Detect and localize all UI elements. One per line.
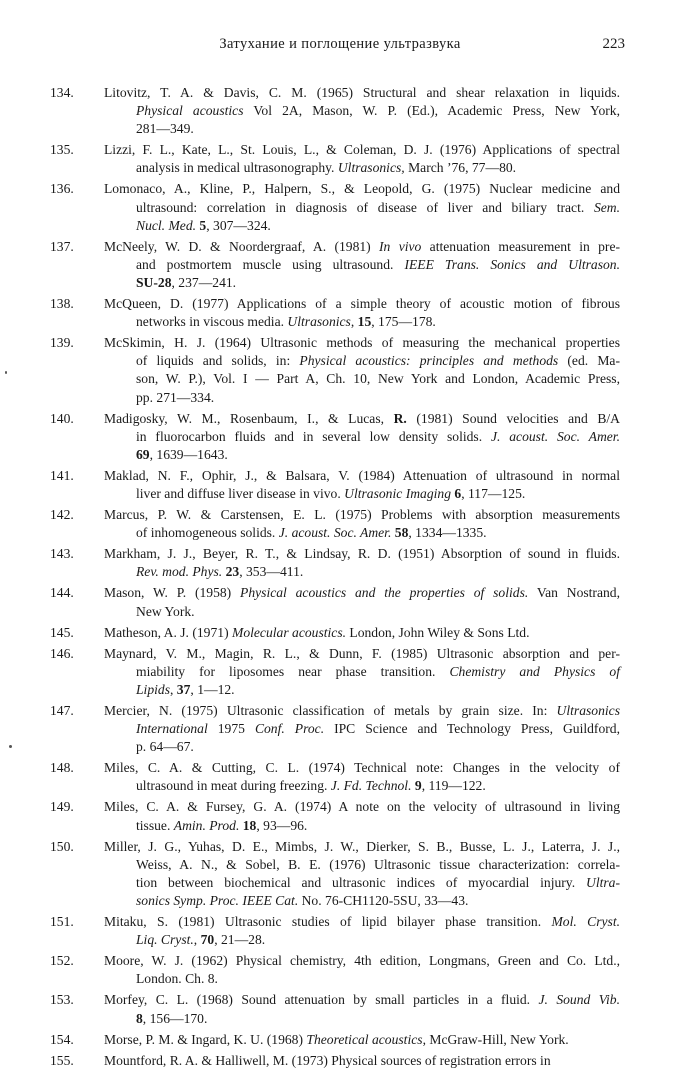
ref-italic: sonics Symp. Proc. IEEE Cat. [136, 892, 299, 908]
reference-first-line [104, 838, 620, 856]
reference-first-line [104, 1052, 620, 1070]
reference-entry [50, 991, 620, 1027]
reference-first-line [104, 180, 620, 198]
reference-first-line [104, 759, 620, 777]
reference-entry [50, 702, 620, 756]
reference-first-line [104, 141, 620, 159]
ref-text: tion between biochemical and ultrasonic indices of myocardial injury. [136, 874, 587, 890]
reference-first-line [104, 702, 620, 720]
ref-text: , [170, 681, 177, 697]
reference-continuation-line [104, 256, 620, 274]
reference-number: 147. [50, 703, 74, 718]
ref-text: of liquids and solids, in: [136, 353, 300, 369]
reference-continuation-line [104, 1010, 620, 1028]
ref-text: Morse, P. M. & Ingard, K. U. (1968) [104, 1031, 307, 1047]
reference-continuation-line [104, 817, 620, 835]
ref-italic: Ultra- [586, 874, 620, 890]
reference-entry [50, 467, 620, 503]
ref-text: Weiss, A. N., & Sobel, B. E. (1976) Ultrasonic tissue characterization: correla- [136, 856, 620, 872]
reference-continuation-line [104, 563, 620, 581]
reference-continuation-line [104, 428, 620, 446]
reference-continuation-line [104, 738, 620, 756]
ref-italic: Conf. Proc. [254, 721, 325, 737]
reference-entry [50, 295, 620, 331]
ref-bold: 37 [176, 681, 191, 697]
reference-number: 152. [50, 953, 74, 969]
page-header [0, 36, 693, 58]
ref-text: , 1334—1335. [408, 525, 487, 541]
reference-number: 142. [50, 507, 74, 523]
reference-entry [50, 506, 620, 542]
reference-number: 148. [50, 760, 74, 776]
ref-text: Mitaku, S. (1981) Ultrasonic studies of lipid bilayer phase transition. [104, 914, 552, 930]
margin-mark [9, 745, 12, 748]
ref-text: , McGraw-Hill, New York. [422, 1031, 569, 1047]
reference-entry [50, 759, 620, 795]
ref-text: , 119—122. [421, 778, 486, 794]
ref-bold: 5 [196, 217, 207, 233]
reference-number: 136. [50, 181, 74, 197]
ref-text: (ed. Ma- [558, 353, 620, 369]
reference-first-line [104, 545, 620, 563]
ref-bold: 9 [411, 778, 422, 794]
reference-continuation-line [104, 524, 620, 542]
ref-italic: IEEE Trans. Sonics and Ultrason. [404, 256, 620, 272]
ref-italic: Chemistry and Physics of [449, 663, 620, 679]
ref-bold: 6 [451, 485, 462, 501]
reference-number: 135. [50, 142, 74, 158]
ref-italic: Ultrasonics [556, 703, 620, 718]
reference-continuation-line [104, 389, 620, 407]
ref-bold: 15 [357, 314, 372, 330]
reference-number: 139. [50, 335, 74, 351]
ref-italic: Ultrasonic Imaging [344, 485, 451, 501]
reference-continuation-line [104, 370, 620, 388]
ref-bold: 23 [222, 564, 240, 580]
ref-text: ultrasound: correlation in diagnosis of disease of liver and biliary tract. [136, 199, 594, 215]
reference-first-line [104, 624, 620, 642]
ref-text: Maynard, V. M., Magin, R. L., & Dunn, F. (1985) Ultrasonic absorption and per- [104, 645, 620, 661]
reference-number: 138. [50, 296, 74, 312]
ref-text: No. 76-CH1120-5SU, 33—43. [298, 892, 469, 908]
ref-text: 281—349. [136, 121, 194, 137]
reference-first-line [104, 584, 620, 602]
reference-entry [50, 334, 620, 406]
reference-continuation-line [104, 199, 620, 217]
ref-text: , 237—241. [171, 274, 237, 290]
ref-text: Mercier, N. (1975) Ultrasonic classification of metals by grain size. In: [104, 703, 557, 718]
ref-italic: In vivo [379, 238, 422, 254]
ref-text: , 156—170. [142, 1010, 208, 1026]
ref-text: attenuation measurement in pre- [421, 238, 620, 254]
ref-text: Madigosky, W. M., Rosenbaum, I., & Lucas, [104, 410, 394, 426]
ref-text: networks in viscous media. [136, 314, 288, 330]
reference-list [0, 84, 693, 1073]
reference-continuation-line [104, 485, 620, 503]
reference-continuation-line [104, 446, 620, 464]
ref-italic: J. Sound Vib. [538, 992, 620, 1008]
ref-text: Matheson, A. J. (1971) [104, 624, 232, 640]
reference-first-line [104, 1031, 620, 1049]
ref-italic: J. Fd. Technol. [330, 778, 412, 794]
ref-text: Maklad, N. F., Ophir, J., & Balsara, V. (1984) Attenuation of ultrasound in normal [104, 467, 620, 483]
page-number: 223 [602, 36, 625, 52]
reference-first-line [104, 798, 620, 816]
ref-italic: J. acoust. Soc. Amer. [278, 525, 392, 541]
ref-italic: Theoretical acoustics [306, 1031, 423, 1047]
reference-first-line [104, 952, 620, 970]
reference-continuation-line [104, 874, 620, 892]
ref-text: 1975 [207, 721, 255, 737]
ref-text: , 307—324. [206, 217, 271, 233]
ref-text: Markham, J. J., Beyer, R. T., & Lindsay, R. D. (1951) Absorption of sound in fluids. [104, 546, 620, 562]
reference-continuation-line [104, 352, 620, 370]
ref-text: p. 64—67. [136, 739, 194, 755]
ref-text: , 1—12. [190, 681, 235, 697]
ref-italic: Liq. Cryst. [136, 932, 194, 948]
ref-text: Morfey, C. L. (1968) Sound attenuation by small particles in a fluid. [104, 992, 539, 1008]
ref-text: McSkimin, H. J. (1964) Ultrasonic methods of measuring the mechanical properties [104, 335, 620, 351]
reference-continuation-line [104, 603, 620, 621]
ref-text: miability for liposomes near phase transition. [136, 663, 450, 679]
reference-entry [50, 624, 620, 642]
ref-text: IPC Science and Technology Press, Guildford, [324, 721, 620, 737]
reference-first-line [104, 991, 620, 1009]
reference-continuation-line [104, 892, 620, 910]
reference-number: 144. [50, 585, 74, 601]
ref-text: March ’76, 77—80. [404, 160, 517, 176]
ref-bold: 18 [239, 817, 257, 833]
ref-bold: SU-28 [136, 274, 172, 290]
ref-bold: 70 [200, 932, 215, 948]
ref-text: Lomonaco, A., Kline, P., Halpern, S., & Leopold, G. (1975) Nuclear medicine and [104, 181, 620, 197]
ref-italic: Sem. [593, 199, 620, 215]
ref-text: Litovitz, T. A. & Davis, C. M. (1965) Structural and shear relaxation in liquids. [104, 85, 620, 100]
reference-continuation-line [104, 217, 620, 235]
reference-continuation-line [104, 777, 620, 795]
ref-text: McQueen, D. (1977) Applications of a simple theory of acoustic motion of fibrous [104, 296, 620, 312]
ref-text: , 93—96. [256, 817, 308, 833]
ref-italic: Physical acoustics and the properties of solids. [240, 585, 529, 601]
reference-continuation-line [104, 663, 620, 681]
ref-italic: J. acoust. Soc. Amer. [490, 428, 620, 444]
reference-number: 146. [50, 645, 74, 661]
ref-text: (1981) Sound velocities and B/A [406, 410, 620, 426]
reference-entry [50, 84, 620, 138]
reference-continuation-line [104, 720, 620, 738]
ref-text: New York. [136, 603, 195, 619]
ref-text: , 117—125. [461, 485, 526, 501]
reference-continuation-line [104, 102, 620, 120]
reference-number: 145. [50, 624, 74, 640]
ref-italic: Physical acoustics: principles and methods [299, 353, 559, 369]
reference-first-line [104, 506, 620, 524]
ref-text: liver and diffuse liver disease in vivo. [136, 485, 345, 501]
reference-continuation-line [104, 274, 620, 292]
ref-italic: Lipids [136, 681, 170, 697]
ref-bold: 8 [136, 1010, 143, 1026]
reference-continuation-line [104, 931, 620, 949]
reference-number: 141. [50, 467, 74, 483]
ref-text: Van Nostrand, [528, 585, 620, 601]
reference-entry [50, 410, 620, 464]
reference-entry [50, 645, 620, 699]
ref-text: London, John Wiley & Sons Ltd. [346, 624, 530, 640]
reference-first-line [104, 295, 620, 313]
reference-entry [50, 838, 620, 910]
reference-number: 150. [50, 838, 74, 854]
ref-text: Miles, C. A. & Cutting, C. L. (1974) Technical note: Changes in the velocity of [104, 760, 620, 776]
ref-text: , [193, 932, 201, 948]
ref-text: , 353—411. [239, 564, 304, 580]
ref-text: pp. 271—334. [136, 389, 215, 405]
reference-number: 153. [50, 992, 74, 1008]
reference-entry [50, 1052, 620, 1070]
reference-entry [50, 913, 620, 949]
ref-text: analysis in medical ultrasonography. [136, 160, 338, 176]
ref-text: ultrasound in meat during freezing. [136, 778, 331, 794]
ref-italic: Physical acoustics [136, 103, 244, 119]
ref-text: Mountford, R. A. & Halliwell, M. (1973) Physical sources of registration errors in [104, 1052, 551, 1068]
reference-first-line [104, 238, 620, 256]
reference-continuation-line [104, 159, 620, 177]
ref-text: Moore, W. J. (1962) Physical chemistry, 4th edition, Longmans, Green and Co. Ltd., [104, 953, 620, 969]
reference-number: 149. [50, 799, 74, 815]
reference-number: 155. [50, 1052, 74, 1068]
reference-first-line [104, 467, 620, 485]
ref-text: , 175—178. [371, 314, 436, 330]
ref-text: tissue. [136, 817, 174, 833]
ref-text: in fluorocarbon fluids and in several low density solids. [136, 428, 491, 444]
ref-text: , [350, 314, 358, 330]
reference-continuation-line [104, 970, 620, 988]
ref-text: London. Ch. 8. [136, 971, 218, 987]
ref-text: and postmortem muscle using ultrasound. [136, 256, 405, 272]
ref-italic: Ultrasonics [287, 314, 351, 330]
reference-entry [50, 180, 620, 234]
ref-bold: R. [393, 410, 407, 426]
reference-first-line [104, 84, 620, 102]
ref-text: Miles, C. A. & Fursey, G. A. (1974) A note on the velocity of ultrasound in living [104, 799, 620, 815]
ref-italic: Rev. mod. Phys. [136, 564, 223, 580]
reference-first-line [104, 410, 620, 428]
ref-text: Mason, W. P. (1958) [104, 585, 241, 601]
ref-text: McNeely, W. D. & Noordergraaf, A. (1981) [104, 238, 380, 254]
ref-italic: Ultrasonics, [337, 160, 405, 176]
reference-entry [50, 238, 620, 292]
reference-number: 134. [50, 85, 74, 100]
reference-number: 143. [50, 546, 74, 562]
reference-continuation-line [104, 120, 620, 138]
ref-text: Marcus, P. W. & Carstensen, E. L. (1975) Problems with absorption measurements [104, 507, 620, 523]
ref-italic: Amin. Prod. [173, 817, 240, 833]
ref-italic: Molecular acoustics. [232, 624, 347, 640]
reference-continuation-line [104, 313, 620, 331]
reference-number: 140. [50, 410, 74, 426]
reference-continuation-line [104, 681, 620, 699]
reference-entry [50, 584, 620, 620]
margin-mark [5, 371, 7, 374]
ref-text: Vol 2A, Mason, W. P. (Ed.), Academic Press, New York, [243, 103, 620, 119]
reference-entry [50, 798, 620, 834]
reference-entry [50, 141, 620, 177]
reference-first-line [104, 645, 620, 663]
ref-text: of inhomogeneous solids. [136, 525, 279, 541]
reference-continuation-line [104, 856, 620, 874]
reference-entry [50, 545, 620, 581]
ref-text: , 21—28. [214, 932, 266, 948]
ref-text: son, W. P.), Vol. I — Part A, Ch. 10, New York and London, Academic Press, [136, 371, 620, 387]
reference-number: 137. [50, 238, 74, 254]
reference-entry [50, 952, 620, 988]
reference-first-line [104, 913, 620, 931]
running-title: Затухание и поглощение ультразвука [219, 36, 461, 52]
reference-number: 154. [50, 1031, 74, 1047]
ref-italic: International [136, 721, 208, 737]
reference-entry [50, 1031, 620, 1049]
ref-bold: 58 [391, 525, 409, 541]
ref-bold: 69 [136, 446, 150, 462]
reference-first-line [104, 334, 620, 352]
ref-text: , 1639—1643. [149, 446, 228, 462]
ref-text: Miller, J. G., Yuhas, D. E., Mimbs, J. W., Dierker, S. B., Busse, L. J., Laterra, J. J., [104, 838, 620, 854]
ref-text: Lizzi, F. L., Kate, L., St. Louis, L., & Coleman, D. J. (1976) Applications of spectral [104, 142, 620, 158]
ref-italic: Mol. Cryst. [551, 914, 620, 930]
ref-italic: Nucl. Med. [136, 217, 197, 233]
reference-number: 151. [50, 914, 74, 930]
